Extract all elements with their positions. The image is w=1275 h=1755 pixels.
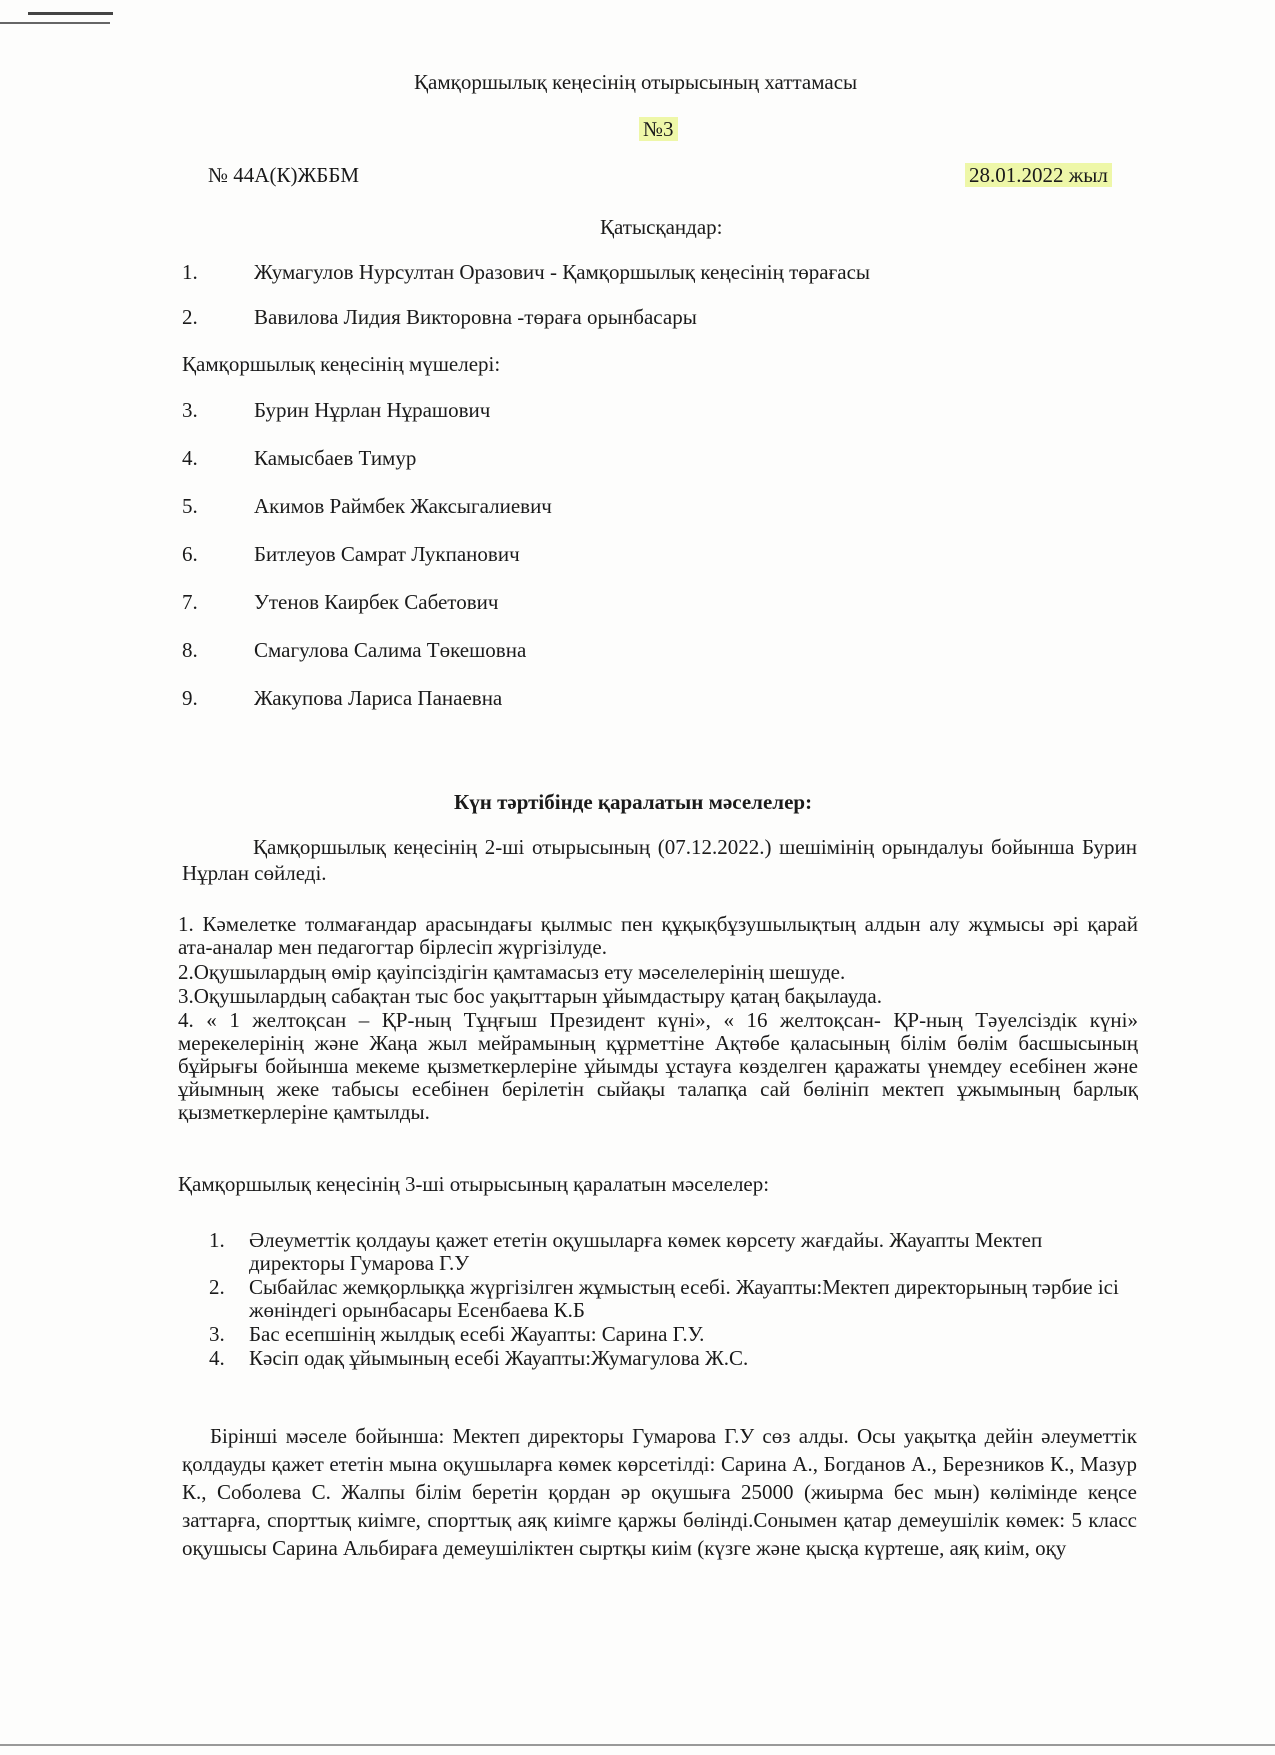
list-item-number: 1. (209, 1228, 225, 1252)
document-code: № 44А(К)ЖББМ (208, 163, 360, 187)
member-name: Битлеуов Самрат Лукпанович (254, 542, 520, 566)
member-row (182, 686, 502, 710)
member-row (182, 494, 552, 518)
list-item-text: Әлеуметтік қолдауы қажет ететін оқушыларға көмек көрсету жағдайы. Жауапты Мектеп директоры Гумарова Г.У (249, 1228, 1043, 1275)
agenda-point-2: 2.Оқушылардың өмір қауіпсіздігін қамтамасыз ету мәселелерінің шешуде. (178, 960, 846, 984)
member-row (182, 398, 490, 422)
list-item-number: 3. (209, 1322, 225, 1346)
third-meeting-heading: Қамқоршылық кеңесінің 3-ші отырысының қаралатын мәселелер: (178, 1172, 770, 1196)
member-row (182, 590, 498, 614)
member-name: Утенов Каирбек Сабетович (254, 590, 499, 614)
scan-mark (0, 22, 110, 24)
third-meeting-list (209, 1229, 1139, 1371)
participant-name: Жумагулов Нурсултан Оразович - Қамқоршылық кеңесінің төрағасы (254, 260, 870, 284)
scan-mark (28, 12, 113, 15)
page-edge (0, 1744, 1275, 1746)
participant-number: 1. (182, 260, 198, 284)
agenda-point-1: 1. Кәмелетке толмағандар арасындағы қылмыс пен құқықбұзушылықтың алдын алу жұмысы әрі қарай ата-аналар мен педагогтар бірлесіп жүргізілуде. (178, 912, 1138, 959)
list-item (209, 1347, 1139, 1370)
document-title: Қамқоршылық кеңесінің отырысының хаттамасы (414, 70, 858, 94)
member-number: 4. (182, 446, 198, 470)
list-item (209, 1323, 1139, 1346)
list-item-text: Кәсіп одақ ұйымының есебі Жауапты:Жумагулова Ж.С. (249, 1346, 749, 1370)
list-item-text: Сыбайлас жемқорлыққа жүргізілген жұмыстың есебі. Жауапты:Мектеп директорының тәрбие ісі жөніндегі орынбасары Есенбаева К.Б (249, 1275, 1119, 1322)
list-item-number: 4. (209, 1346, 225, 1370)
member-name: Акимов Раймбек Жаксыгалиевич (254, 494, 552, 518)
member-name: Жакупова Лариса Панаевна (254, 686, 503, 710)
agenda-heading: Күн тәртібінде қаралатын мәселелер: (454, 790, 813, 814)
member-number: 6. (182, 542, 198, 566)
member-name: Камысбаев Тимур (254, 446, 417, 470)
first-issue-paragraph: Бірінші мәселе бойынша: Мектеп директоры Гумарова Г.У сөз алды. Осы уақытқа дейін әлеуметтік қолдауды қажет ететін мына оқушыларға көмек көрсетілді: Сарина А., Богданов А., Березников К., Мазур К., Соболева С. Жалпы білім беретін қордан әр оқушыға 25000 (жиырма бес мын) көлімінде кеңсе заттарға, спорттық киімге, спорттық аяқ киімге қаржы бөлінді.Сонымен қатар демеушілік көмек: 5 класс оқушысы Сарина Альбираға демеушіліктен сыртқы киім (күзге және қысқа күртеше, аяқ киім, оқу (182, 1424, 1137, 1560)
member-row (182, 638, 526, 662)
member-number: 9. (182, 686, 198, 710)
document-number (639, 117, 678, 141)
list-item-text: Бас есепшінің жылдық есебі Жауапты: Сарина Г.У. (249, 1322, 705, 1346)
member-number: 8. (182, 638, 198, 662)
member-number: 7. (182, 590, 198, 614)
document-number-text: №3 (639, 117, 678, 141)
list-item (209, 1276, 1139, 1322)
agenda-point-3: 3.Оқушылардың сабақтан тыс бос уақыттарын ұйымдастыру қатаң бақылауда. (178, 984, 883, 1008)
member-row (182, 446, 416, 470)
list-item (209, 1229, 1139, 1275)
agenda-intro: Қамқоршылық кеңесінің 2-ші отырысының (07.12.2022.) шешімінің орындалуы бойынша Бурин Нұрлан сөйледі. (182, 835, 1137, 885)
document-date-text: 28.01.2022 жыл (965, 163, 1112, 187)
member-name: Бурин Нұрлан Нұрашович (254, 398, 491, 422)
participants-heading: Қатысқандар: (600, 215, 723, 239)
document-date (965, 163, 1112, 187)
participant-number: 2. (182, 305, 198, 329)
member-row (182, 542, 520, 566)
agenda-point-4: 4. « 1 желтоқсан – ҚР-ның Тұңғыш Президент күні», « 16 желтоқсан- ҚР-ның Тәуелсіздік күні» мерекелерінің және Жаңа жыл мейрамының құрметтіне Ақтөбе қаласының білім бөлім басшысының бұйрығы бойынша мекеме қызметкерлеріне ұйымды ұстауға көзделген қаражаты үнемдеу есебінен және ұйымның жеке табысы есебінен берілетін сыйақы талапқа сай бөлініп мектеп ұжымының барлық қызметкерлеріне қамтылды. (178, 1008, 1138, 1124)
member-name: Смагулова Салима Төкешовна (254, 638, 527, 662)
members-heading: Қамқоршылық кеңесінің мүшелері: (182, 352, 501, 376)
list-item-number: 2. (209, 1275, 225, 1299)
participant-name: Вавилова Лидия Викторовна -төраға орынбасары (254, 305, 697, 329)
member-number: 3. (182, 398, 198, 422)
participant-row (182, 260, 870, 284)
member-number: 5. (182, 494, 198, 518)
participant-row (182, 305, 697, 329)
